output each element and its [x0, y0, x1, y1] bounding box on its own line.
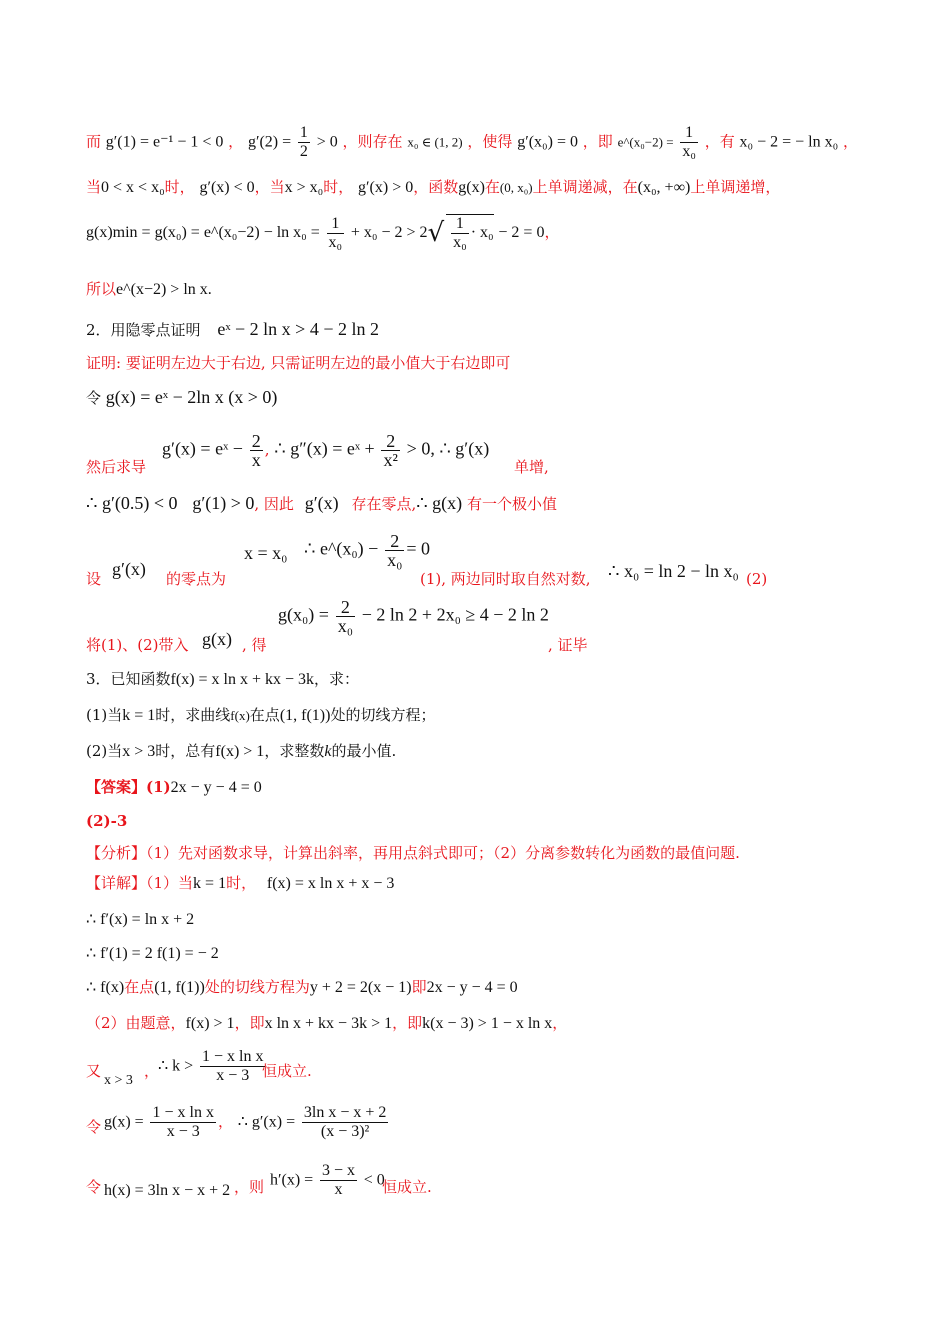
- fraction: $\frac{1}{2}$: [299, 124, 308, 160]
- answer-part-2: (2)-3: [86, 812, 128, 830]
- k-inequality: 又 x > 3 ， ∴ k > $\frac{\text{1 − x ln x}}{x - 3}$ 恒成立.: [86, 1048, 312, 1088]
- line-existence: 而 g′(1) = e⁻¹ − 1 < 0 ， g′(2) = $\frac{1}{2}$ > 0 ，则存在 x₀ ∈ (1, 2) ，使得 g′(x₀) = 0 ，即 e^(x₀−2) = $\frac{1}{\text{x₀}}$ ，有 x₀ − 2 = − ln x₀ ，: [86, 124, 858, 160]
- fraction: $\frac{2}{x}$: [251, 431, 261, 470]
- problem-2-title: 2．用隐零点证明 eˣ − 2 ln x > 4 − 2 ln 2: [86, 319, 379, 339]
- line-monotonic: 当0 < x < x₀时， g′(x) < 0，当x > x₀时， g′(x) > 0，函数g(x)在(0, x₀)上单调递减，在(x₀, +∞)上单调递增，: [86, 178, 781, 196]
- fraction: $\frac{\text{1 − x ln x}}{x - 3}$: [201, 1048, 264, 1084]
- fraction: $\frac{1}{\text{x₀}}$: [453, 215, 467, 251]
- answer-line: 【答案】(1)2x − y − 4 = 0: [86, 778, 262, 796]
- tangent-line: ∴ f(x)在点(1, f(1))处的切线方程为y + 2 = 2(x − 1)即2x − y − 4 = 0: [86, 978, 518, 996]
- substitute-line: 将(1)、(2)带入 g(x) , 得 g(x₀) = $\frac{2}{\text{x₀}}$ − 2 ln 2 + 2x₀ ≥ 4 − 2 ln 2 , 证毕: [86, 597, 588, 654]
- zero-existence: ∴ g′(0.5) < 0 g′(1) > 0, 因此 g′(x) 存在零点,∴ g(x) 有一个极小值: [86, 493, 557, 513]
- fraction: $\frac{2}{\text{x²}}$: [383, 431, 398, 470]
- fraction: $\frac{1}{\text{x₀}}$: [328, 214, 343, 251]
- derivative-line: 然后求导 g′(x) = eˣ − $\frac{2}{x}$ , ∴ g″(x) = eˣ + $\frac{2}{\text{x²}}$ > 0, ∴ g′(x) 单增,: [86, 431, 549, 476]
- define-g: 令 g(x) = eˣ − 2ln x (x > 0): [86, 387, 278, 407]
- fraction: $\frac{2}{\text{x₀}}$: [337, 597, 353, 636]
- line-minimum-value: g(x)min = g(x₀) = e^(x₀−2) − ln x₀ = $\frac{1}{\text{x₀}}$ + x₀ − 2 > 2√ $\frac{1}{\text{x₀}}$ · x₀ − 2 = 0，: [86, 214, 560, 251]
- g-definition: 令 g(x) = $\frac{\text{1 − x ln x}}{x - 3}$ ， ∴ g′(x) = $\frac{\text{3ln x − x + 2}}{\text{(x − 3)²}}$: [86, 1104, 387, 1140]
- fraction: $\frac{\text{1 − x ln x}}{x - 3}$: [152, 1104, 214, 1140]
- fraction: $\frac{3 - x}{x}$: [321, 1162, 355, 1198]
- detail-line: 【详解】（1）当k = 1时， f(x) = x ln x + x − 3: [86, 874, 395, 892]
- fraction: $\frac{\text{3ln x − x + 2}}{\text{(x − 3)²}}$: [303, 1104, 387, 1140]
- sqrt-icon: √: [427, 218, 445, 248]
- line-conclusion: 所以e^(x−2) > ln x.: [86, 280, 212, 298]
- analysis-line: 【分析】（1）先对函数求导，计算出斜率，再用点斜式即可；（2）分离参数转化为函数的最值问题.: [86, 844, 740, 862]
- proof-intro: 证明: 要证明左边大于右边, 只需证明左边的最小值大于右边即可: [86, 354, 511, 372]
- zero-point-line: 设 g′(x) 的零点为 x = x₀ ∴ e^(x₀) − $\frac{2}{\text{x₀}}$ = 0 (1), 两边同时取自然对数, ∴ x₀ = ln 2 − ln x₀ (2): [86, 531, 768, 588]
- problem-3-part-1: (1)当k = 1时，求曲线f(x)在点(1, f(1))处的切线方程；: [86, 706, 436, 724]
- fraction: $\frac{1}{\text{x₀}}$: [682, 124, 696, 160]
- problem-3-title: 3．已知函数f(x) = x ln x + kx − 3k，求：: [86, 670, 360, 688]
- f-prime: ∴ f′(x) = ln x + 2: [86, 911, 195, 928]
- h-definition: 令 h(x) = 3ln x − x + 2 ，则 h′(x) = $\frac{3 - x}{x}$ < 0 恒成立.: [86, 1162, 432, 1199]
- f-prime-at-1: ∴ f′(1) = 2 f(1) = − 2: [86, 945, 219, 962]
- fraction: $\frac{2}{\text{x₀}}$: [387, 531, 403, 570]
- problem-3-part-2: (2)当x > 3时，总有f(x) > 1，求整数k的最小值.: [86, 742, 397, 760]
- part-2-condition: （2）由题意，f(x) > 1，即x ln x + kx − 3k > 1，即k(x − 3) > 1 − x ln x，: [86, 1014, 568, 1032]
